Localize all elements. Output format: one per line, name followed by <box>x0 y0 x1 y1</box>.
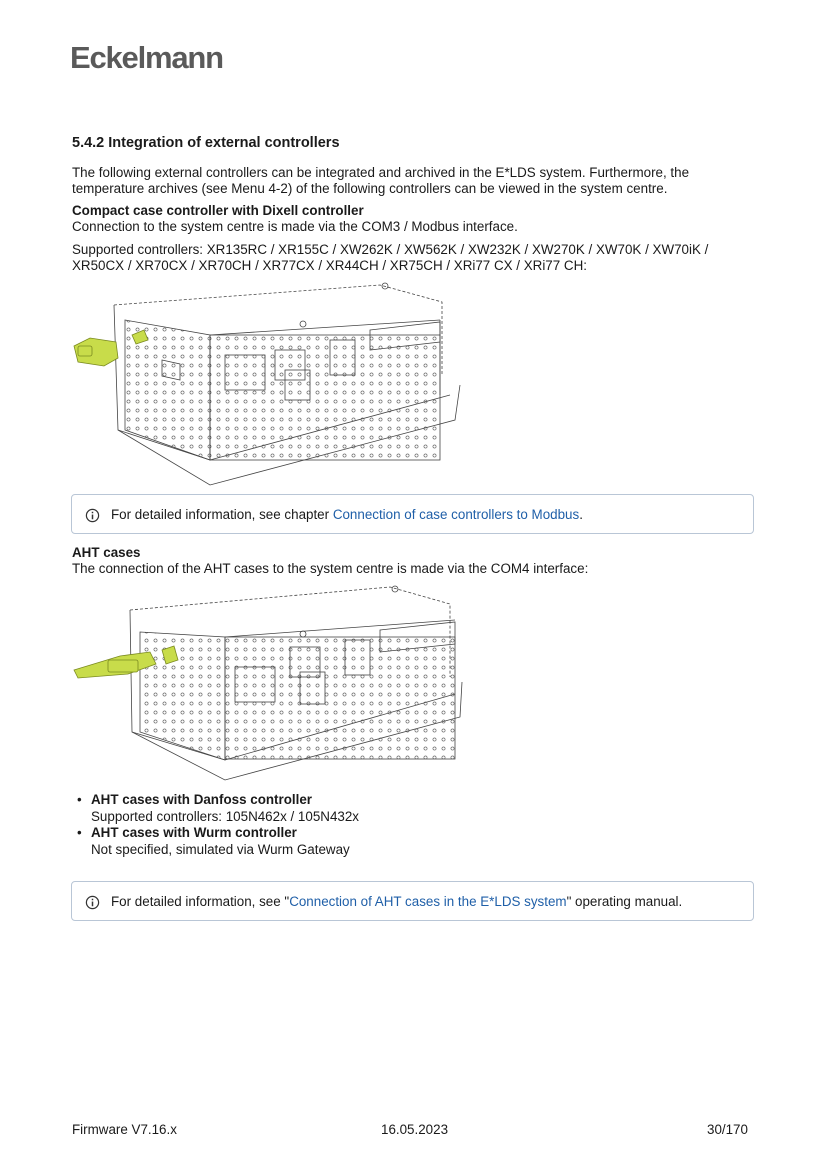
info-icon <box>85 895 100 910</box>
link-aht-cases-elds[interactable]: Connection of AHT cases in the E*LDS system <box>289 894 567 909</box>
note-prefix: For detailed information, see chapter <box>111 507 333 522</box>
dixell-supported-line-1: Supported controllers: XR135RC / XR155C / XW262K / XW562K / XW232K / XW270K / XW70K / XW70iK / <box>72 242 709 257</box>
dixell-supported-line-2: XR50CX / XR70CX / XR70CH / XR77CX / XR44CH / XR75CH / XRi77 CX / XRi77 CH: <box>72 258 587 273</box>
dixell-connection: Connection to the system centre is made via the COM3 / Modbus interface. <box>72 219 518 234</box>
note-prefix: For detailed information, see " <box>111 894 290 909</box>
controller-device-com4-figure <box>70 582 470 787</box>
footer-date: 16.05.2023 <box>381 1122 449 1137</box>
note-suffix: " operating manual. <box>566 894 683 909</box>
note-suffix: . <box>579 507 583 522</box>
note-box-case-controllers <box>71 494 754 534</box>
aht-connection: The connection of the AHT cases to the system centre is made via the COM4 interface: <box>72 561 589 576</box>
link-case-controllers-modbus[interactable]: Connection of case controllers to Modbus <box>332 507 580 522</box>
eckelmann-logo: Eckelmann <box>70 40 223 75</box>
list-item-title: AHT cases with Wurm controller <box>91 825 297 840</box>
note-text <box>111 507 583 522</box>
list-item: • AHT cases with Wurm controller Not specified, simulated via Wurm Gateway <box>77 825 350 857</box>
list-item-title: AHT cases with Danfoss controller <box>91 792 312 807</box>
footer-firmware: Firmware V7.16.x <box>72 1122 177 1137</box>
intro-line-2: temperature archives (see Menu 4-2) of the following controllers can be viewed in the system centre. <box>72 181 668 196</box>
info-icon <box>85 508 100 523</box>
note-box-aht-cases <box>71 881 754 921</box>
intro-line-1: The following external controllers can be integrated and archived in the E*LDS system. Furthermore, the <box>72 165 690 180</box>
aht-controller-list <box>72 792 359 858</box>
controller-device-com3-figure <box>70 280 470 490</box>
dixell-heading: Compact case controller with Dixell controller <box>72 203 364 218</box>
section-title: 5.4.2 Integration of external controllers <box>72 135 340 151</box>
list-item-detail: Not specified, simulated via Wurm Gateway <box>91 841 350 857</box>
aht-heading: AHT cases <box>72 545 141 560</box>
footer-page-number: 30/170 <box>707 1122 748 1137</box>
note-text <box>111 894 682 909</box>
list-item: • AHT cases with Danfoss controller Supported controllers: 105N462x / 105N432x <box>77 792 359 824</box>
list-item-detail: Supported controllers: 105N462x / 105N432x <box>91 808 359 824</box>
